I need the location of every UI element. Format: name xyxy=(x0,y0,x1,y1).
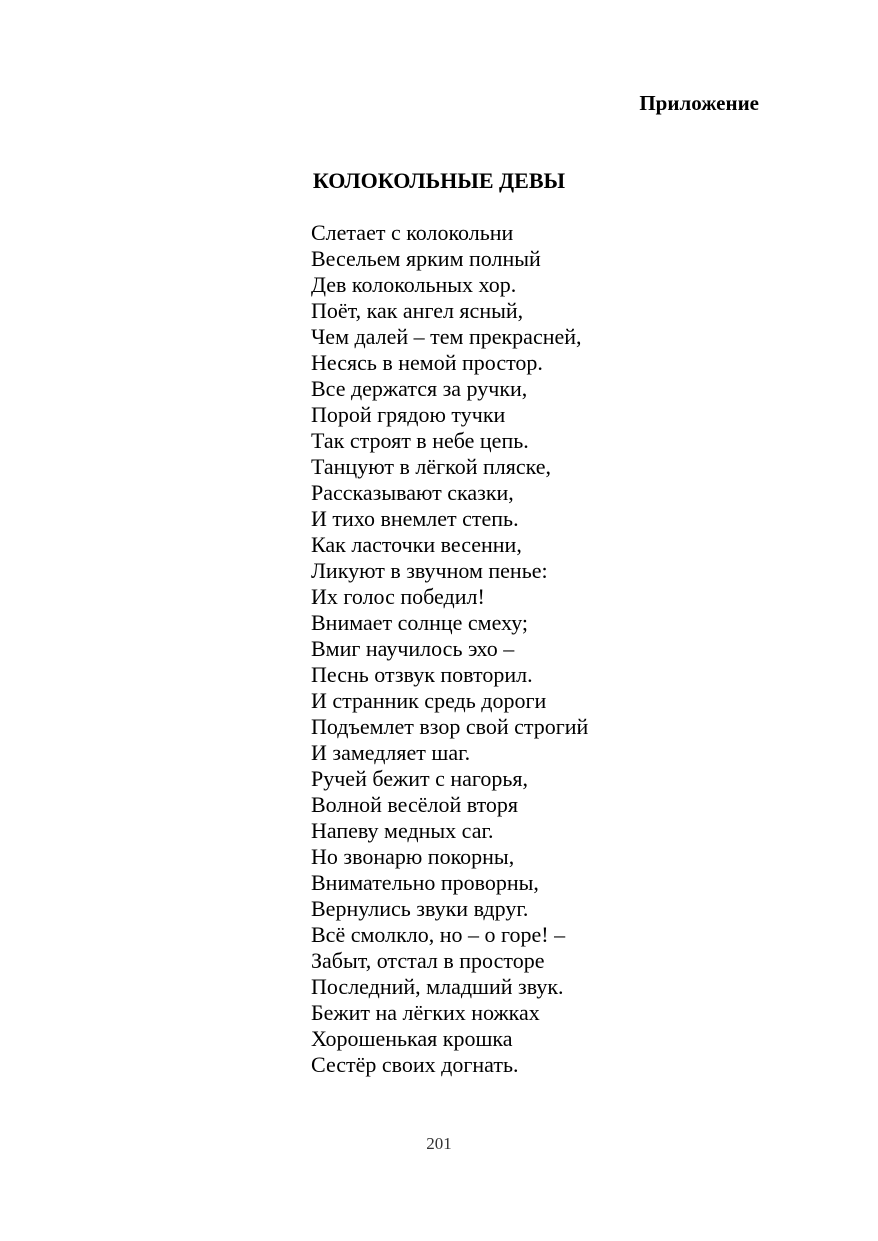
poem-line: Внимательно проворны, xyxy=(311,870,539,895)
poem-line: Ручей бежит с нагорья, xyxy=(311,766,529,791)
poem-line: Как ласточки весенни, xyxy=(311,532,522,557)
poem-line: Рассказывают сказки, xyxy=(311,480,514,505)
page-number: 201 xyxy=(426,1134,452,1153)
poem-line: Песнь отзвук повторил. xyxy=(311,662,533,687)
section-header: Приложение xyxy=(639,91,759,115)
poem-line: Несясь в немой простор. xyxy=(311,350,543,375)
poem-body xyxy=(311,220,588,1078)
poem-line: Порой грядою тучки xyxy=(311,402,506,427)
poem-line: Танцуют в лёгкой пляске, xyxy=(311,454,552,479)
poem-line: Внимает солнце смеху; xyxy=(311,610,529,635)
poem-title: КОЛОКОЛЬНЫЕ ДЕВЫ xyxy=(312,168,566,193)
poem-line: И замедляет шаг. xyxy=(311,740,471,765)
poem-line: Волной весёлой вторя xyxy=(311,792,519,817)
poem-line: Так строят в небе цепь. xyxy=(311,428,529,453)
poem-line: Чем далей – тем прекрасней, xyxy=(311,324,582,349)
poem-line: И странник средь дороги xyxy=(311,688,547,713)
poem-line: Дев колокольных хор. xyxy=(311,272,517,297)
poem-line: Подъемлет взор свой строгий xyxy=(311,714,589,739)
poem-line: Поёт, как ангел ясный, xyxy=(311,298,524,323)
poem-line: Последний, младший звук. xyxy=(311,974,564,999)
poem-line: Ликуют в звучном пенье: xyxy=(311,558,548,583)
poem-line: Но звонарю покорны, xyxy=(311,844,515,869)
poem-line: Их голос победил! xyxy=(311,584,485,609)
poem-line: И тихо внемлет степь. xyxy=(311,506,519,531)
poem-line: Забыт, отстал в просторе xyxy=(311,948,545,973)
poem-line: Напеву медных саг. xyxy=(311,818,494,843)
poem-line: Всё смолкло, но – о горе! – xyxy=(311,922,566,947)
poem-line: Вернулись звуки вдруг. xyxy=(311,896,529,921)
poem-line: Вмиг научилось эхо – xyxy=(311,636,515,661)
poem-line: Все держатся за ручки, xyxy=(311,376,528,401)
poem-line: Сестёр своих догнать. xyxy=(311,1052,519,1077)
poem-line: Бежит на лёгких ножках xyxy=(311,1000,540,1025)
poem-line: Хорошенькая крошка xyxy=(311,1026,513,1051)
poem-line: Весельем ярким полный xyxy=(311,246,541,271)
poem-line: Слетает с колокольни xyxy=(311,220,514,245)
